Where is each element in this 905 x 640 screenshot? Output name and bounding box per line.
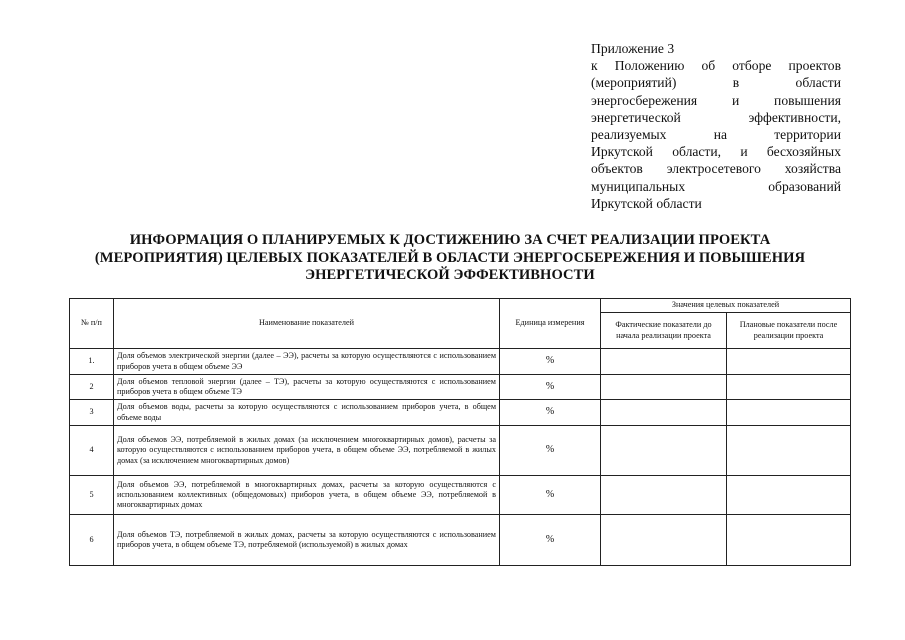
title-line: ЭНЕРГЕТИЧЕСКОЙ ЭФФЕКТИВНОСТИ <box>305 267 595 283</box>
appendix-line: Приложение 3 <box>591 41 675 56</box>
appendix-note <box>591 40 841 212</box>
row-planned-value[interactable] <box>727 476 851 515</box>
row-number: 6 <box>70 515 114 566</box>
row-actual-value[interactable] <box>601 426 727 476</box>
row-indicator-name: Доля объемов ЭЭ, потребляемой в жилых домах (за исключением многоквартирных домов), расчеты за которую осуществляются с использованием приборов учета, в общем объеме ЭЭ, потребляемой в жилых домах (за исключением многоквартирных домов) <box>114 426 500 476</box>
header-actual: Фактические показатели до начала реализации проекта <box>601 313 727 349</box>
row-actual-value[interactable] <box>601 515 727 566</box>
row-planned-value[interactable] <box>727 400 851 426</box>
row-planned-value[interactable] <box>727 349 851 375</box>
row-planned-value[interactable] <box>727 426 851 476</box>
row-actual-value[interactable] <box>601 476 727 515</box>
row-unit: % <box>500 426 601 476</box>
header-unit: Единица измерения <box>500 299 601 349</box>
row-number: 5 <box>70 476 114 515</box>
row-actual-value[interactable] <box>601 375 727 400</box>
row-planned-value[interactable] <box>727 375 851 400</box>
row-number: 1. <box>70 349 114 375</box>
appendix-line: Иркутской области <box>591 195 702 211</box>
indicators-table <box>69 298 851 566</box>
title-line: ИНФОРМАЦИЯ О ПЛАНИРУЕМЫХ К ДОСТИЖЕНИЮ ЗА СЧЕТ РЕАЛИЗАЦИИ ПРОЕКТА <box>129 232 771 248</box>
appendix-line: энергетической эффективности, <box>591 109 841 125</box>
row-number: 2 <box>70 375 114 400</box>
appendix-line: Иркутской области, и бесхозяйных <box>591 144 841 160</box>
appendix-line: энергосбережения и повышения <box>591 92 841 108</box>
row-number: 3 <box>70 400 114 426</box>
row-indicator-name: Доля объемов электрической энергии (далее – ЭЭ), расчеты за которую осуществляются с использованием приборов учета в общем объеме ЭЭ <box>114 349 500 375</box>
appendix-line: к Положению об отборе проектов <box>591 58 841 74</box>
header-num: № п/п <box>70 299 114 349</box>
table-row <box>70 375 851 400</box>
table-row <box>70 400 851 426</box>
appendix-line: (мероприятий) в области <box>591 75 841 91</box>
row-indicator-name: Доля объемов воды, расчеты за которую осуществляются с использованием приборов учета, в общем объеме воды <box>114 400 500 426</box>
row-actual-value[interactable] <box>601 349 727 375</box>
table-row <box>70 349 851 375</box>
appendix-line: реализуемых на территории <box>591 127 841 143</box>
table-header-row <box>70 299 851 313</box>
appendix-line: объектов электросетевого хозяйства <box>591 161 841 177</box>
header-planned: Плановые показатели после реализации проекта <box>727 313 851 349</box>
header-values-group: Значения целевых показателей <box>601 299 851 313</box>
row-indicator-name: Доля объемов ЭЭ, потребляемой в многоквартирных домах, расчеты за которую осуществляются с использованием коллективных (общедомовых) приборов учета, в общем объеме ЭЭ, потребляемой в многоквартирных домах <box>114 476 500 515</box>
appendix-line: муниципальных образований <box>591 178 841 194</box>
row-unit: % <box>500 400 601 426</box>
document-title <box>60 232 840 285</box>
table-row <box>70 426 851 476</box>
row-indicator-name: Доля объемов тепловой энергии (далее – ТЭ), расчеты за которую осуществляются с использованием приборов учета в общем объеме ТЭ <box>114 375 500 400</box>
row-unit: % <box>500 476 601 515</box>
row-unit: % <box>500 515 601 566</box>
table-row <box>70 515 851 566</box>
row-indicator-name: Доля объемов ТЭ, потребляемой в жилых домах, расчеты за которую осуществляются с использованием приборов учета, в общем объеме ТЭ, потребляемой (используемой) в жилых домах <box>114 515 500 566</box>
header-name: Наименование показателей <box>114 299 500 349</box>
title-line: (МЕРОПРИЯТИЯ) ЦЕЛЕВЫХ ПОКАЗАТЕЛЕЙ В ОБЛАСТИ ЭНЕРГОСБЕРЕЖЕНИЯ И ПОВЫШЕНИЯ <box>94 249 806 266</box>
row-planned-value[interactable] <box>727 515 851 566</box>
row-actual-value[interactable] <box>601 400 727 426</box>
row-unit: % <box>500 375 601 400</box>
row-unit: % <box>500 349 601 375</box>
table-row <box>70 476 851 515</box>
row-number: 4 <box>70 426 114 476</box>
